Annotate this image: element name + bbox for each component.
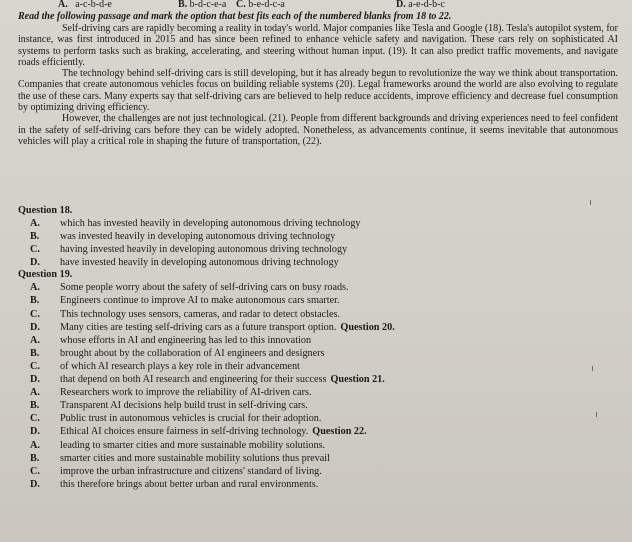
top-option-a: A. a-c-b-d-e	[58, 0, 112, 10]
q20-option-a[interactable]	[18, 334, 614, 347]
q21-option-b[interactable]	[18, 399, 614, 412]
option-text: whose efforts in AI and engineering has led to this innovation	[60, 334, 312, 346]
q21-option-a[interactable]	[18, 386, 614, 399]
passage-paragraph-2: The technology behind self-driving cars is still developing, but it has already begun to revolutionize the way we think about transportation. Companies that create autonomous vehicles focus on building reliable systems (20). Legal frameworks around the world are also evolving to regulate the use of these cars. Many experts say that self-driving cars are believed to help reduce accidents, improve efficiency and decrease fuel consumption by optimizing driving efficiency.	[18, 68, 618, 114]
q20-option-c[interactable]	[18, 360, 614, 373]
q18-option-b[interactable]	[18, 230, 614, 243]
option-text: improve the urban infrastructure and citizens' standard of living.	[60, 465, 322, 477]
question-21-heading: Question 21.	[330, 374, 385, 386]
option-letter: C.	[30, 465, 40, 477]
q22-option-c[interactable]	[18, 465, 614, 478]
previous-answer-options	[18, 0, 618, 11]
question-18-heading: Question 18.	[18, 205, 73, 216]
passage-section	[18, 11, 618, 147]
q19-option-b[interactable]	[18, 294, 614, 307]
option-text: having invested heavily in developing autonomous driving technology	[60, 244, 348, 256]
option-text: leading to smarter cities and more sustainable mobility solutions.	[60, 439, 326, 451]
question-19-heading: Question 19.	[18, 269, 73, 281]
option-text: have invested heavily in developing autonomous driving technology	[60, 257, 339, 269]
pencil-mark	[590, 200, 591, 205]
option-letter: B.	[30, 347, 40, 359]
option-letter: D.	[30, 478, 40, 490]
option-text: Ethical AI choices ensure fairness in self-driving technology.	[60, 426, 309, 438]
option-text: Engineers continue to improve AI to make autonomous cars smarter.	[60, 295, 340, 307]
passage-paragraph-3: However, the challenges are not just technological. (21). People from different backgrounds and driving experiences need to feel confident in the safety of self-driving cars before they can be widely adopted. Nonetheless, as advancements continue, it seems inevitable that autonomous vehicles will play a critical role in shaping the future of transportation, (22).	[18, 113, 618, 147]
option-letter: C.	[30, 244, 40, 256]
option-text: This technology uses sensors, cameras, and radar to detect obstacles.	[60, 308, 341, 320]
q22-option-d[interactable]	[18, 478, 614, 491]
option-letter: A.	[30, 387, 40, 399]
q18-option-c[interactable]	[18, 243, 614, 256]
option-text: smarter cities and more sustainable mobility solutions thus prevail	[60, 452, 330, 464]
option-letter: A.	[30, 282, 40, 294]
instruction-text: Read the following passage and mark the option that best fits each of the numbered blanks from 18 to 22.	[18, 11, 452, 22]
option-text: this therefore brings about better urban and rural environments.	[60, 478, 319, 490]
question-22-heading: Question 22.	[312, 426, 367, 438]
top-option-b: B. b-d-c-e-a	[178, 0, 227, 10]
option-letter: C.	[30, 360, 40, 372]
option-letter: B.	[30, 295, 40, 307]
q19-option-d[interactable]	[18, 321, 614, 334]
option-text: was invested heavily in developing autonomous driving technology	[60, 231, 336, 243]
top-option-d: D. a-e-d-b-c	[396, 0, 445, 10]
option-text: of which AI research plays a key role in their advancement	[60, 360, 300, 372]
question-20-heading: Question 20.	[340, 321, 395, 333]
q18-option-a[interactable]	[18, 217, 614, 230]
option-letter: B.	[30, 231, 40, 243]
q20-option-b[interactable]	[18, 347, 614, 360]
option-text: Researchers work to improve the reliability of AI-driven cars.	[60, 387, 312, 399]
option-text: that depend on both AI research and engineering for their success	[60, 374, 327, 386]
option-letter: D.	[30, 374, 40, 386]
top-option-c: C. b-e-d-c-a	[236, 0, 285, 10]
q19-option-a[interactable]	[18, 281, 614, 294]
option-text: Many cities are testing self-driving cars as a future transport option.	[60, 321, 337, 333]
option-letter: C.	[30, 413, 40, 425]
q21-option-d[interactable]	[18, 425, 614, 438]
q22-option-b[interactable]	[18, 452, 614, 465]
option-text: Public trust in autonomous vehicles is crucial for their adoption.	[60, 413, 322, 425]
option-letter: C.	[30, 308, 40, 320]
option-letter: B.	[30, 452, 40, 464]
q18-option-d[interactable]	[18, 256, 614, 269]
q19-option-c[interactable]	[18, 308, 614, 321]
option-letter: D.	[30, 321, 40, 333]
q22-option-a[interactable]	[18, 439, 614, 452]
option-letter: A.	[30, 334, 40, 346]
option-text: brought about by the collaboration of AI engineers and designers	[60, 347, 325, 359]
questions-section	[18, 205, 614, 491]
option-letter: A.	[30, 218, 40, 229]
option-letter: A.	[30, 439, 40, 451]
option-letter: B.	[30, 400, 40, 412]
passage-paragraph-1: Self-driving cars are rapidly becoming a reality in today's world. Major companies like Tesla and Google (18). Tesla's autopilot system, for instance, was first introduced in 2015 and has since been refined to enhance vehicle safety and navigation. These cars rely on sophisticated AI systems to perform tasks such as braking, accelerating, and steering without human input. (19). It can also predict traffic movements, and navigate roads efficiently.	[18, 23, 618, 68]
option-text: Transparent AI decisions help build trust in self-driving cars.	[60, 400, 308, 412]
option-text: Some people worry about the safety of self-driving cars on busy roads.	[60, 282, 349, 294]
option-text: which has invested heavily in developing autonomous driving technology	[60, 218, 361, 229]
q21-option-c[interactable]	[18, 412, 614, 425]
option-letter: D.	[30, 257, 40, 269]
option-letter: D.	[30, 426, 40, 438]
q20-option-d[interactable]	[18, 373, 614, 386]
pencil-mark	[592, 366, 593, 371]
pencil-mark	[596, 412, 597, 417]
